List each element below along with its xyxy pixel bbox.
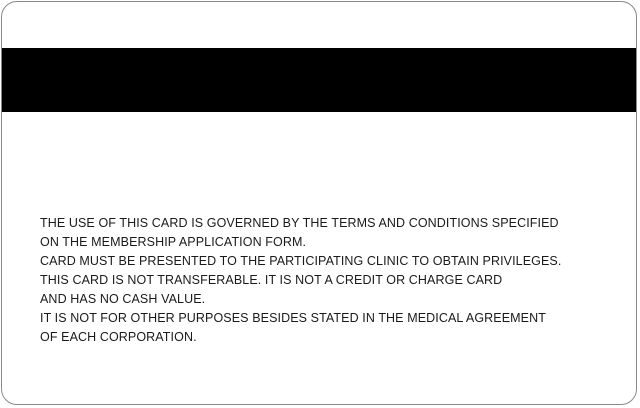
terms-line: AND HAS NO CASH VALUE.	[40, 292, 206, 306]
terms-line: THE USE OF THIS CARD IS GOVERNED BY THE TERMS AND CONDITIONS SPECIFIED	[40, 216, 559, 230]
terms-and-conditions	[40, 214, 600, 347]
terms-line: ON THE MEMBERSHIP APPLICATION FORM.	[40, 235, 307, 249]
terms-line: OF EACH CORPORATION.	[40, 330, 197, 344]
terms-line: THIS CARD IS NOT TRANSFERABLE. IT IS NOT A CREDIT OR CHARGE CARD	[40, 273, 503, 287]
membership-card-back	[1, 1, 637, 405]
terms-line: CARD MUST BE PRESENTED TO THE PARTICIPATING CLINIC TO OBTAIN PRIVILEGES.	[40, 254, 562, 268]
magnetic-stripe	[2, 48, 636, 112]
terms-line: IT IS NOT FOR OTHER PURPOSES BESIDES STATED IN THE MEDICAL AGREEMENT	[40, 311, 546, 325]
